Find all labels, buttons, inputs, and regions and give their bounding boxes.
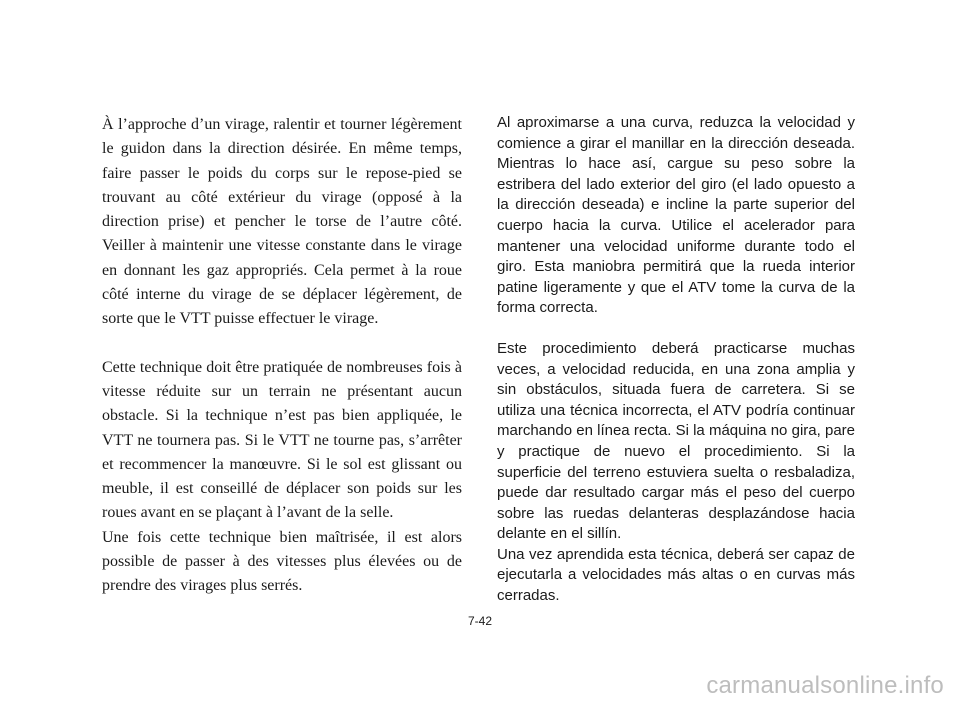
- spanish-paragraph-2: Este procedimiento deberá practicarse muchas veces, a velocidad reducida, en una zona amplia y sin obstáculos, situada fuera de carretera. Si se utiliza una técnica incorrecta, el ATV podría continuar marchando en línea recta. Si la máquina no gira, pare y practique de nuevo el procedimiento. Si la superficie del terreno estuviera suelta o resbaladiza, puede dar resultado cargar más el peso del cuerpo sobre las ruedas delanteras desplazándose hacia delante en el sillín.: [497, 339, 855, 543]
- french-paragraph-2: Cette technique doit être pratiquée de nombreuses fois à vitesse réduite sur un terrain ne présentant aucun obstacle. Si la technique n’est pas bien appliquée, le VTT ne tournera pas. Si le VTT ne tourne pas, s’arrêter et recommencer la manœuvre. Si le sol est glissant ou meuble, il est conseillé de déplacer son poids sur les roues avant en se plaçant à l’avant de la selle.: [102, 358, 462, 522]
- french-paragraph-1: À l’approche d’un virage, ralentir et tourner légèrement le guidon dans la direction désirée. En même temps, faire passer le poids du corps sur le repose-pied se trouvant au côté extérieur du virage (opposé à la direction prise) et pencher le torse de l’autre côté. Veiller à maintenir une vitesse constante dans le virage en donnant les gaz appropriés. Cela permet à la roue côté interne du virage de se déplacer légèrement, de sorte que le VTT puisse effectuer le virage.: [102, 116, 462, 328]
- french-column: [102, 113, 462, 599]
- watermark: carmanualsonline.info: [706, 672, 944, 699]
- page-number: 7-42: [467, 614, 493, 628]
- french-paragraph-3: Une fois cette technique bien maîtrisée, il est alors possible de passer à des vitesses plus élevées ou de prendre des virages plus serrés.: [102, 528, 462, 595]
- spanish-paragraph-3: Una vez aprendida esta técnica, deberá ser capaz de ejecutarla a velocidades más altas o en curvas más cerradas.: [497, 545, 855, 605]
- spanish-paragraph-1: Al aproximarse a una curva, reduzca la velocidad y comience a girar el manillar en la dirección deseada. Mientras lo hace así, cargue su peso sobre la estribera del lado exterior del giro (el lado opuesto a la dirección deseada) e incline la parte superior del cuerpo hacia la curva. Utilice el acelerador para mantener una velocidad uniforme durante todo el giro. Esta maniobra permitirá que la rueda interior patine ligeramente y que el ATV tome la curva de la forma correcta.: [497, 114, 855, 317]
- spanish-column: [497, 113, 855, 607]
